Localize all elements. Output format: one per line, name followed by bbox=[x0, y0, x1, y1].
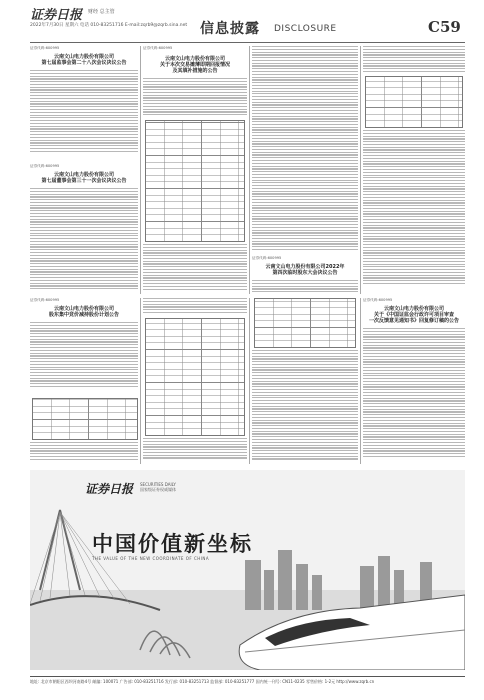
edition-label: 财经 总主管 bbox=[88, 9, 115, 15]
text-block bbox=[30, 188, 138, 291]
announcement-code: 证券代码:600995 bbox=[363, 298, 393, 302]
column-divider bbox=[140, 298, 141, 464]
announcement-code: 证券代码:600995 bbox=[30, 164, 60, 168]
shareholding-table bbox=[32, 398, 138, 440]
column-divider bbox=[360, 298, 361, 464]
financial-table bbox=[145, 120, 245, 242]
upper-announcements bbox=[30, 46, 465, 294]
announcement-title: 云南文山电力股份有限公司 第七届董事会第三十一次会议决议公告 bbox=[30, 172, 138, 184]
announcement-code: 证券代码:600995 bbox=[252, 256, 282, 260]
ad-logo: 证券日报 bbox=[85, 482, 134, 496]
column-3 bbox=[252, 46, 358, 294]
text-block bbox=[143, 438, 247, 460]
text-block bbox=[30, 70, 138, 153]
ad-artwork bbox=[30, 470, 465, 670]
text-block bbox=[363, 328, 465, 459]
text-block bbox=[363, 130, 465, 286]
column-4 bbox=[363, 46, 465, 294]
advertisement bbox=[30, 470, 465, 670]
announcement-code: 证券代码:600995 bbox=[30, 46, 60, 50]
text-block bbox=[30, 322, 138, 389]
text-block bbox=[143, 78, 247, 117]
header-rule bbox=[30, 42, 465, 43]
announcement-title: 云南文山电力股份有限公司 股东集中竞价减持股份计划公告 bbox=[30, 306, 138, 318]
column-4 bbox=[363, 298, 465, 464]
page-number: C59 bbox=[428, 18, 461, 36]
lower-announcements bbox=[30, 298, 465, 464]
column-divider bbox=[249, 298, 250, 464]
data-table bbox=[254, 298, 356, 348]
section-title: 信息披露 bbox=[200, 21, 260, 37]
column-1 bbox=[30, 298, 138, 464]
column-1 bbox=[30, 46, 138, 294]
column-divider bbox=[360, 46, 361, 294]
dateline: 2022年7月30日 星期六 电话 010-83251716 E-mail:zqrb9@zqrb.sina.net bbox=[30, 23, 188, 28]
text-block bbox=[252, 280, 358, 294]
ad-headline: 中国价值新坐标 bbox=[92, 531, 253, 556]
section-title-en: DISCLOSURE bbox=[274, 24, 337, 34]
announcement-title: 云南文山电力股份有限公司2022年 第四次临时股东大会决议公告 bbox=[252, 264, 358, 276]
page-footer: 地址: 北京市朝阳区西坝河南路4号 邮编: 100071 广告部: 010-83251716 发行部: 010-83251713 监督部: 010-83251777 国内统一刊号: CN11-0235 零售价格: 1-2元 http://www.zqrb.cn bbox=[30, 676, 465, 689]
announcement-code: 证券代码:600995 bbox=[143, 46, 173, 50]
announcement-title: 云南文山电力股份有限公司 关于《中国证监会行政许可项目审查 一次反馈意见通知书》回复修订稿的公告 bbox=[363, 306, 465, 324]
page-header bbox=[0, 0, 484, 44]
text-block bbox=[252, 350, 358, 461]
column-3 bbox=[252, 298, 358, 464]
announcement-code: 证券代码:600995 bbox=[30, 298, 60, 302]
text-block bbox=[143, 298, 247, 315]
ad-headline-en: THE VALUE OF THE NEW COORDINATE OF CHINA bbox=[92, 556, 210, 561]
comparison-table bbox=[145, 318, 245, 436]
text-block bbox=[252, 46, 358, 252]
column-divider bbox=[249, 46, 250, 294]
column-2 bbox=[143, 298, 247, 464]
text-block bbox=[363, 46, 465, 74]
announcement-title: 云南文山电力股份有限公司 第七届监事会第二十八次会议决议公告 bbox=[30, 54, 138, 66]
data-table bbox=[365, 76, 463, 128]
text-block bbox=[30, 442, 138, 461]
newspaper-logo: 证券日报 bbox=[30, 8, 83, 23]
column-2 bbox=[143, 46, 247, 294]
ad-slogan: SECURITIES DAILY 国家级证券权威媒体 bbox=[140, 482, 176, 492]
announcement-title: 云南文山电力股份有限公司 关于本次交易摊薄即期回报情况 及其填补措施的公告 bbox=[143, 56, 247, 74]
column-divider bbox=[140, 46, 141, 294]
text-block bbox=[143, 244, 247, 291]
